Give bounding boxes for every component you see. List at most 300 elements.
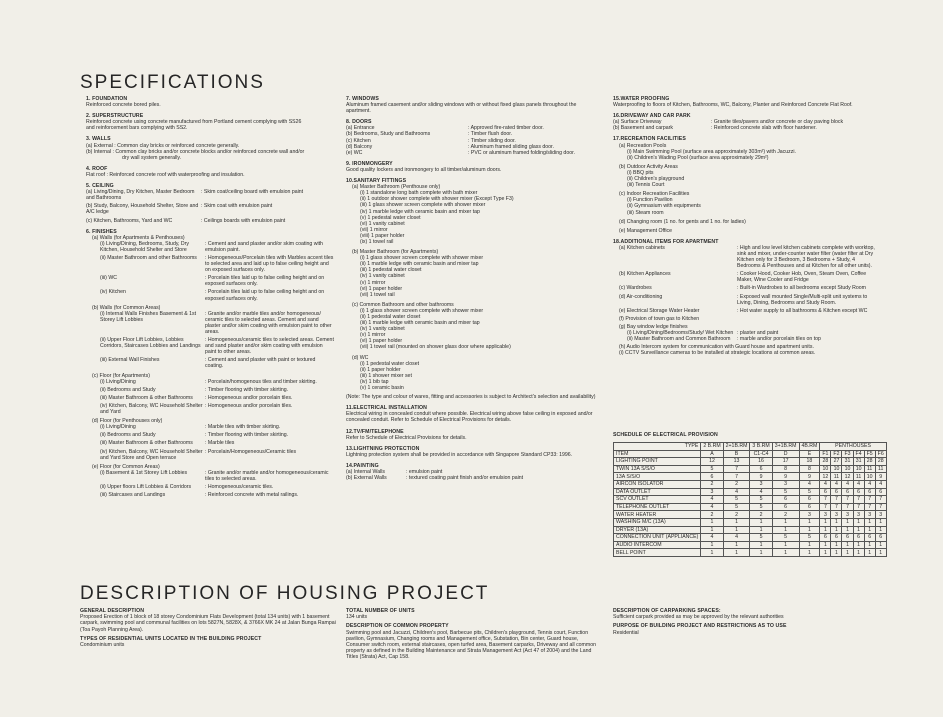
table-cell: 1 <box>875 549 886 557</box>
text: : Porcelain/homogenous tiles and timber skirting. <box>205 378 317 385</box>
list-item: (vi) 1 paper holder <box>360 338 403 345</box>
table-cell: 5 <box>750 503 772 511</box>
table-cell: 7 <box>831 496 842 504</box>
list-item <box>86 387 334 393</box>
text: (c) Indoor Recreation Facilities <box>619 191 690 198</box>
table-cell: 1 <box>750 526 772 534</box>
text: (d) Balcony <box>346 143 373 150</box>
text: : Skim coat with emulsion paint <box>201 203 273 210</box>
table-cell: 1 <box>842 541 853 549</box>
table-cell: 18 <box>799 458 820 466</box>
table-cell: 4 <box>723 534 750 542</box>
list-item <box>346 150 598 156</box>
text: (a) Kitchen cabinets <box>619 244 665 251</box>
list-item: (iv) 1 bib tap <box>360 378 389 385</box>
table-cell: 16 <box>750 458 772 466</box>
text: (c) Kitchen <box>346 137 371 144</box>
text: (c) Kitchen, Bathrooms, Yard and WC <box>86 217 173 224</box>
table-cell: 7 <box>820 496 831 504</box>
table-cell: 4 <box>701 496 723 504</box>
table-cell: 7 <box>853 503 864 511</box>
list-item: (iii) Steam room <box>627 209 664 216</box>
list-item: (vii) 1 towel rail (mounted on shower glass door where applicable) <box>360 344 511 351</box>
table-cell: 3 <box>701 488 723 496</box>
text: 6. FINISHES <box>86 228 117 235</box>
table-cell: 2 <box>701 480 723 488</box>
text: : Cooker Hood, Cooker Hob, Oven, Steam Oven, Coffee Maker, Wine Cooler and Fridge <box>737 271 867 284</box>
text: (f) Provision of town gas to Kitchen <box>619 315 700 322</box>
text: : High and low level kitchen cabinets complete with worktop, sink and mixer, under-counter water filter (water filter at Dry Kitchen only for 3 Bedroom, 3 Bedrooms + Study, 4 Bedrooms & Penthouses and at Kitchen for all other units). <box>737 244 875 270</box>
text: 9. IRONMONGERY <box>346 160 393 167</box>
list-item: (iv) 1 vanity cabinet <box>360 326 405 333</box>
text: 8. DOORS <box>346 119 372 126</box>
walls-section <box>86 136 334 160</box>
list-item <box>613 285 875 291</box>
table-cell: 7 <box>842 503 853 511</box>
table-cell: 1 <box>723 526 750 534</box>
text: : Porcelain/Homogeneous/Ceramic tiles <box>205 448 297 455</box>
list-item <box>86 289 334 301</box>
electrical-section <box>346 405 598 423</box>
text: 2 B.RM <box>701 443 723 451</box>
table-cell: 1 <box>853 549 864 557</box>
table-cell: 5 <box>701 465 723 473</box>
text: (i) Living/Dining/Bedrooms/Study/ Wet Kitchen <box>627 330 734 336</box>
text: (b) Internal : Common clay bricks and/or concrete blocks and/or reinforced concrete wall and/or <box>86 148 305 155</box>
list-item: (vi) 1 vanity cabinet <box>360 220 405 227</box>
list-item <box>613 125 875 131</box>
list-item: (vii) 1 mirror <box>360 226 388 233</box>
table-row <box>614 541 887 549</box>
text: (b) Outdoor Activity Areas <box>619 163 678 170</box>
table-cell: 2 <box>750 511 772 519</box>
table-cell: 1 <box>820 541 831 549</box>
table-cell: 1 <box>820 549 831 557</box>
table-cell: 1 <box>723 541 750 549</box>
list-item: (v) 1 mirror <box>360 332 386 339</box>
text: E <box>799 450 820 458</box>
table-cell: 1 <box>842 518 853 526</box>
text: (iii) Staircases and Landings <box>100 492 166 499</box>
table-row <box>614 465 887 473</box>
text: : Reinforced concrete slab with floor hardener. <box>711 125 817 132</box>
text: (c) Wardrobes <box>619 285 652 292</box>
text: : Homogeneous and/or porcelain tiles. <box>205 394 293 401</box>
text: F4 <box>853 450 864 458</box>
text: : Exposed wall mounted Single/Multi-split unit systems to Living, Dining, Bedrooms and Study Room. <box>737 293 868 306</box>
text: 14.PAINTING <box>346 462 379 469</box>
text: : Timber flooring with timber skirting. <box>205 386 289 393</box>
table-header-row <box>614 443 887 451</box>
table-cell: 1 <box>820 526 831 534</box>
table-cell: 11 <box>875 465 886 473</box>
text: (a) Recreation Pools <box>619 142 667 149</box>
list-item <box>86 337 334 355</box>
list-item <box>86 241 334 253</box>
text: : Granite and/or marble tiles and/or homogeneous/ ceramic tiles to selected areas. Cement and sand plaster and/or skim coating with emulsion paint to other areas. <box>205 310 332 335</box>
text: 4. ROOF <box>86 165 108 172</box>
table-cell: 7 <box>864 496 875 504</box>
table-cell: 1 <box>701 526 723 534</box>
text: Flat roof : Reinforced concrete roof with waterproofing and insulation. <box>86 171 245 178</box>
text: : Homogeneous/Porcelain tiles with Marbles accent tiles to selected area and laid up to false ceiling height and on exposed surfaces only. <box>205 254 334 274</box>
table-cell: 27 <box>831 458 842 466</box>
waterproofing-section <box>613 96 875 108</box>
text: (iii) Master Bathroom & other Bathrooms <box>100 394 193 401</box>
roof-section <box>86 166 334 178</box>
text: 12.TV/FM/TELEPHONE <box>346 428 404 435</box>
table-cell: 6 <box>799 503 820 511</box>
table-cell: 10 <box>831 465 842 473</box>
table-cell: 4 <box>750 488 772 496</box>
table-cell: 1 <box>750 541 772 549</box>
table-subheader-row <box>614 450 887 458</box>
text: : Homogeneous/ceramic tiles. <box>205 483 274 490</box>
table-cell: 1 <box>831 526 842 534</box>
table-cell: 10 <box>842 465 853 473</box>
text: : Skim coat/ceiling board with emulsion paint <box>201 189 304 196</box>
table-cell: 1 <box>875 526 886 534</box>
recreation-section <box>613 136 875 233</box>
text: (i) CCTV Surveillance cameras to be installed at strategic locations at common areas. <box>619 350 816 357</box>
lightning-section <box>346 446 598 458</box>
table-cell: 6 <box>875 534 886 542</box>
additional-section <box>613 239 875 357</box>
list-item <box>86 440 334 446</box>
table-cell: 11 <box>864 465 875 473</box>
list-item: (iii) 1 pedestal water closet <box>360 267 422 274</box>
superstructure-section <box>86 113 334 131</box>
table-cell: 3 <box>799 511 820 519</box>
table-cell: 1 <box>853 526 864 534</box>
text: 17.RECREATION FACILITIES <box>613 136 686 143</box>
text: (ii) Upper Floor Lift Lobbies, Lobbies Corridors, Staircases Lobbies and Landings <box>100 337 201 350</box>
list-item: (iii) 1 shower mixer set <box>360 372 412 379</box>
description-title: DESCRIPTION OF HOUSING PROJECT <box>80 583 490 604</box>
text: : Cement and sand plaster and/or skim coating with emulsion paint. <box>205 240 323 253</box>
text: (ii) Master Bathroom and other Bathrooms <box>100 254 197 261</box>
foundation-section <box>86 96 334 108</box>
table-cell: 5 <box>799 488 820 496</box>
table-cell: 1 <box>750 549 772 557</box>
table-cell: 2 <box>772 511 799 519</box>
description-col-2 <box>346 605 602 661</box>
table-cell: 1 <box>864 541 875 549</box>
painting-section <box>346 463 598 481</box>
list-item: (ii) Gymnasium with equipments <box>627 203 701 210</box>
text: (b) Study, Balcony, Household Shelter, Store and A/C ledge <box>86 203 199 216</box>
text: F1 <box>820 450 831 458</box>
table-cell-item: 13A S/S/O <box>614 473 701 481</box>
text: (b) Basement and carpark <box>613 125 673 132</box>
text: and reinforcement bars complying with SS2. <box>86 125 188 132</box>
table-cell: 1 <box>831 541 842 549</box>
text: (a) Entrance <box>346 125 375 132</box>
list-item: (iv) 1 vanity cabinet <box>360 273 405 280</box>
text: (iv) Kitchen, Balcony, WC Household Shelter and Yard Store and Open terrace <box>100 448 203 461</box>
text: Good quality lockers and ironmongery to all timber/aluminum doors. <box>346 166 502 173</box>
text: : Timber flush door. <box>468 131 513 138</box>
schedule-title: SCHEDULE OF ELECTRICAL PROVISION <box>613 432 718 438</box>
table-cell: 1 <box>701 541 723 549</box>
text: : Homogeneous/ceramic tiles to selected areas. Cement and sand plaster and/or skim coating with emulsion paint to other areas. <box>205 337 334 356</box>
text: (e) Floor (for Common Areas) <box>92 463 160 470</box>
table-cell: 1 <box>799 518 820 526</box>
ceiling-section <box>86 183 334 224</box>
text: (a) Master Bathroom (Penthouse only) <box>352 184 441 191</box>
table-cell: 17 <box>772 458 799 466</box>
text: : Hot water supply to all bathrooms & Kitchen except WC <box>737 307 868 314</box>
table-cell: 5 <box>723 503 750 511</box>
text: (ii) Bedrooms and Study <box>100 386 156 393</box>
table-cell: 3 <box>772 480 799 488</box>
table-cell: 7 <box>723 473 750 481</box>
table-cell: 2 <box>723 480 750 488</box>
item-label: ITEM <box>614 450 701 458</box>
list-item <box>613 245 875 269</box>
text: (iv) Kitchen, Balcony, WC Household Shelter and Yard <box>100 402 203 416</box>
table-cell: 7 <box>864 503 875 511</box>
table-cell: 6 <box>820 488 831 496</box>
table-cell: 3 <box>853 511 864 519</box>
table-cell-item: DATA OUTLET <box>614 488 701 496</box>
table-cell: 1 <box>799 549 820 557</box>
text: (c) Common Bathroom and other bathrooms <box>352 301 454 308</box>
list-item: (iv) 1 marble ledge with ceramic basin and mixer tap <box>360 208 480 215</box>
table-cell: 1 <box>772 549 799 557</box>
text: 2+1B.RM <box>723 443 750 451</box>
table-cell: 1 <box>723 549 750 557</box>
list-item: (i) 1 standalone long bath complete with bath mixer <box>360 190 478 197</box>
table-cell: 6 <box>864 534 875 542</box>
text: 13.LIGHTNING PROTECTION <box>346 445 420 452</box>
sanitary-note: (Note: The type and colour of wares, fitting and accessories is subject to Architect's selection and availability) <box>346 394 596 401</box>
sanitary-section <box>346 178 598 400</box>
schedule-table <box>613 442 887 557</box>
list-item: (i) 1 glass shower screen complete with shower mixer <box>360 255 484 262</box>
table-cell: 5 <box>750 534 772 542</box>
table-row <box>614 488 887 496</box>
table-cell: 4 <box>799 480 820 488</box>
table-row <box>614 458 887 466</box>
text: F3 <box>842 450 853 458</box>
table-cell: 6 <box>772 503 799 511</box>
table-cell: 1 <box>875 518 886 526</box>
text: TOTAL NUMBER OF UNITS <box>346 608 415 614</box>
table-cell-item: LIGHTING POINT <box>614 458 701 466</box>
table-cell: 7 <box>875 496 886 504</box>
text <box>737 316 875 322</box>
table-cell: 7 <box>723 465 750 473</box>
table-cell: 1 <box>750 518 772 526</box>
list-item: (viii) 1 paper holder <box>360 232 405 239</box>
table-cell: 4 <box>820 480 831 488</box>
text: : Granite tiles/pavers and/or concrete or clay paving block <box>711 119 844 126</box>
table-cell: 6 <box>799 496 820 504</box>
text: Proposed Erection of 1 block of 18 storey Condominium Flats Development (total 134 units) with 1 basement carpark, swimming pool and communal facilities on lots 5827N, 5828X, & 3766X MK 24 at Jalan Bunga Rampai (Toa Payoh Planning Area). <box>80 614 336 633</box>
table-row <box>614 526 887 534</box>
finishes-section <box>86 229 334 499</box>
text: (e) Management Office <box>619 227 672 234</box>
text: (e) WC <box>346 149 363 156</box>
text: A <box>701 450 723 458</box>
table-row <box>614 534 887 542</box>
list-item <box>86 189 334 201</box>
text: DESCRIPTION OF CARPARKING SPACES: <box>613 608 721 614</box>
table-cell: 1 <box>701 549 723 557</box>
table-cell: 5 <box>772 488 799 496</box>
table-cell: 6 <box>820 534 831 542</box>
text: (i) Basement & 1st Storey Lift Lobbies <box>100 469 188 476</box>
table-cell: 1 <box>864 526 875 534</box>
text: (iv) Kitchen <box>100 289 126 296</box>
text: 3. WALLS <box>86 136 111 143</box>
text: (h) Audio Intercom system for communication with Guard house and apartment units. <box>619 344 814 351</box>
table-cell: 5 <box>772 534 799 542</box>
text: (i) Living/Dining <box>100 378 136 385</box>
list-item <box>86 492 334 498</box>
text: Refer to Schedule of Electrical Provisions for details. <box>346 434 467 441</box>
table-cell: 3 <box>750 480 772 488</box>
text: (ii) Master Bathroom and Common Bathroom <box>627 336 731 343</box>
text: (b) Bedrooms, Study and Bathrooms <box>346 131 431 138</box>
text: 15.WATER PROOFING <box>613 96 670 102</box>
table-cell: 8 <box>799 465 820 473</box>
text: : Cement and sand plaster with paint or textured coating. <box>205 357 316 370</box>
text: (a) Internal Walls <box>346 468 386 475</box>
list-item: (ii) Children's playground <box>627 176 685 183</box>
tv-section <box>346 429 598 441</box>
list-item: (ii) 1 pedestal water closet <box>360 314 421 320</box>
table-cell: 1 <box>853 541 864 549</box>
text: (i) Internal Walls Finishes Basement & 1st Storey Lift Lobbies <box>100 310 197 323</box>
list-item <box>86 218 334 224</box>
table-cell: 1 <box>831 518 842 526</box>
text: : Built-in Wardrobes to all bedrooms except Study Room <box>737 285 866 292</box>
text: PURPOSE OF BUILDING PROJECT AND RESTRICTIONS AS TO USE <box>613 623 787 630</box>
text: : Timber flooring with timber skirting. <box>205 432 289 439</box>
table-cell-item: BELL POINT <box>614 549 701 557</box>
table-cell: 6 <box>831 534 842 542</box>
list-item <box>86 275 334 287</box>
table-cell: 4 <box>853 480 864 488</box>
text: : Homogeneous and/or porcelain tiles. <box>205 402 293 409</box>
table-cell: 7 <box>853 496 864 504</box>
text: : marble and/or porcelain tiles on top <box>737 336 821 343</box>
list-item: (vii) 1 towel rail <box>360 291 395 298</box>
text: GENERAL DESCRIPTION <box>80 608 145 614</box>
list-item: (iii) 1 marble ledge with ceramic basin and mixer tap <box>360 320 480 327</box>
text: : Porcelain tiles laid up to false ceiling height and on exposed surfaces only. <box>205 275 325 288</box>
list-item <box>613 308 875 314</box>
table-cell-item: CONNECTION UNIT (APPLIANCE) <box>614 534 701 542</box>
list-item <box>86 449 334 461</box>
text: 18.ADDITIONAL ITEMS FOR APARTMENT <box>613 238 719 245</box>
table-cell: 4 <box>701 503 723 511</box>
text: (iii) WC <box>100 275 117 282</box>
description-col-3 <box>613 605 875 636</box>
table-cell: 10 <box>820 465 831 473</box>
text: 134 units <box>346 614 368 621</box>
table-row <box>614 496 887 504</box>
table-cell: 6 <box>750 465 772 473</box>
text: 2. SUPERSTRUCTURE <box>86 113 144 120</box>
type-label: TYPE <box>614 443 701 451</box>
list-item <box>613 271 875 283</box>
spec-column-3 <box>613 96 875 361</box>
table-cell: 6 <box>853 488 864 496</box>
windows-section <box>346 96 598 114</box>
table-cell-item: AIRCON ISOLATOR <box>614 480 701 488</box>
table-cell: 2 <box>723 511 750 519</box>
table-cell: 12 <box>820 473 831 481</box>
text: D <box>772 450 799 458</box>
list-item <box>86 311 334 335</box>
text: dry wall system generally. <box>122 154 182 161</box>
text: (d) Changing room (1 no. for gents and 1 no. for ladies) <box>619 218 746 225</box>
text: TYPES OF RESIDENTIAL UNITS LOCATED IN THE BUILDING PROJECT <box>80 635 262 642</box>
list-item <box>86 470 334 482</box>
description-col-1 <box>80 605 338 648</box>
text: : PVC or aluminum framed folding/sliding door. <box>468 149 575 156</box>
text: : Timber sliding door. <box>468 137 516 144</box>
list-item <box>613 316 875 322</box>
table-cell-item: DRYER (13A) <box>614 526 701 534</box>
text: (a) External : Common clay bricks or reinforced concrete generally. <box>86 142 240 149</box>
text: F2 <box>831 450 842 458</box>
text: (a) Living/Dining, Dry Kitchen, Master Bedroom and Bathrooms <box>86 189 195 202</box>
text: PENTHOUSES <box>820 443 886 451</box>
text: Electrical wiring in concealed conduit where possible. Electrical wiring above false ceiling in exposed and/or concealed conduit. Refer to Schedule of Electrical Provisions for details. <box>346 411 593 424</box>
list-item: (i) BBQ pits <box>627 169 654 176</box>
text: (b) Walls (for Common Areas) <box>92 304 161 311</box>
text: 11.ELECTRICAL INSTALLATION <box>346 405 427 412</box>
table-cell-item: WATER HEATER <box>614 511 701 519</box>
text: DESCRIPTION OF COMMON PROPERTY <box>346 623 449 630</box>
table-cell: 4 <box>875 480 886 488</box>
text: Residential <box>613 629 639 636</box>
table-cell: 28 <box>864 458 875 466</box>
table-cell: 3 <box>820 511 831 519</box>
list-item: (i) Main Swimming Pool (surface area approximately 303m²) with Jacuzzi. <box>627 148 796 155</box>
table-cell: 1 <box>799 541 820 549</box>
text: : Marble tiles <box>205 440 235 447</box>
table-cell: 7 <box>875 503 886 511</box>
table-cell: 4 <box>842 480 853 488</box>
table-cell: 6 <box>772 496 799 504</box>
table-row <box>614 549 887 557</box>
table-cell: 1 <box>772 541 799 549</box>
table-cell: 1 <box>842 549 853 557</box>
list-item: (v) 1 ceramic basin <box>360 385 404 392</box>
table-cell: 4 <box>831 480 842 488</box>
list-item: (i) Function Pavilion <box>627 197 673 204</box>
table-cell: 6 <box>831 488 842 496</box>
list-item <box>613 350 875 356</box>
table-cell: 11 <box>831 473 842 481</box>
text: (d) Floor (for Penthouses only) <box>92 418 163 425</box>
text: 3+1B.RM <box>772 443 799 451</box>
table-row <box>614 480 887 488</box>
table-cell: 8 <box>772 465 799 473</box>
text: : Granite and/or marble and/or homogeneous/ceramic tiles to selected areas. <box>205 469 329 482</box>
table-cell-item: TWIN 13A S/S/O <box>614 465 701 473</box>
text: 7. WINDOWS <box>346 96 379 102</box>
list-item: (ii) 1 marble ledge with ceramic basin and mixer tap <box>360 261 479 268</box>
text: (a) Surface Driveway <box>613 119 662 126</box>
table-cell: 31 <box>842 458 853 466</box>
table-cell: 6 <box>701 473 723 481</box>
